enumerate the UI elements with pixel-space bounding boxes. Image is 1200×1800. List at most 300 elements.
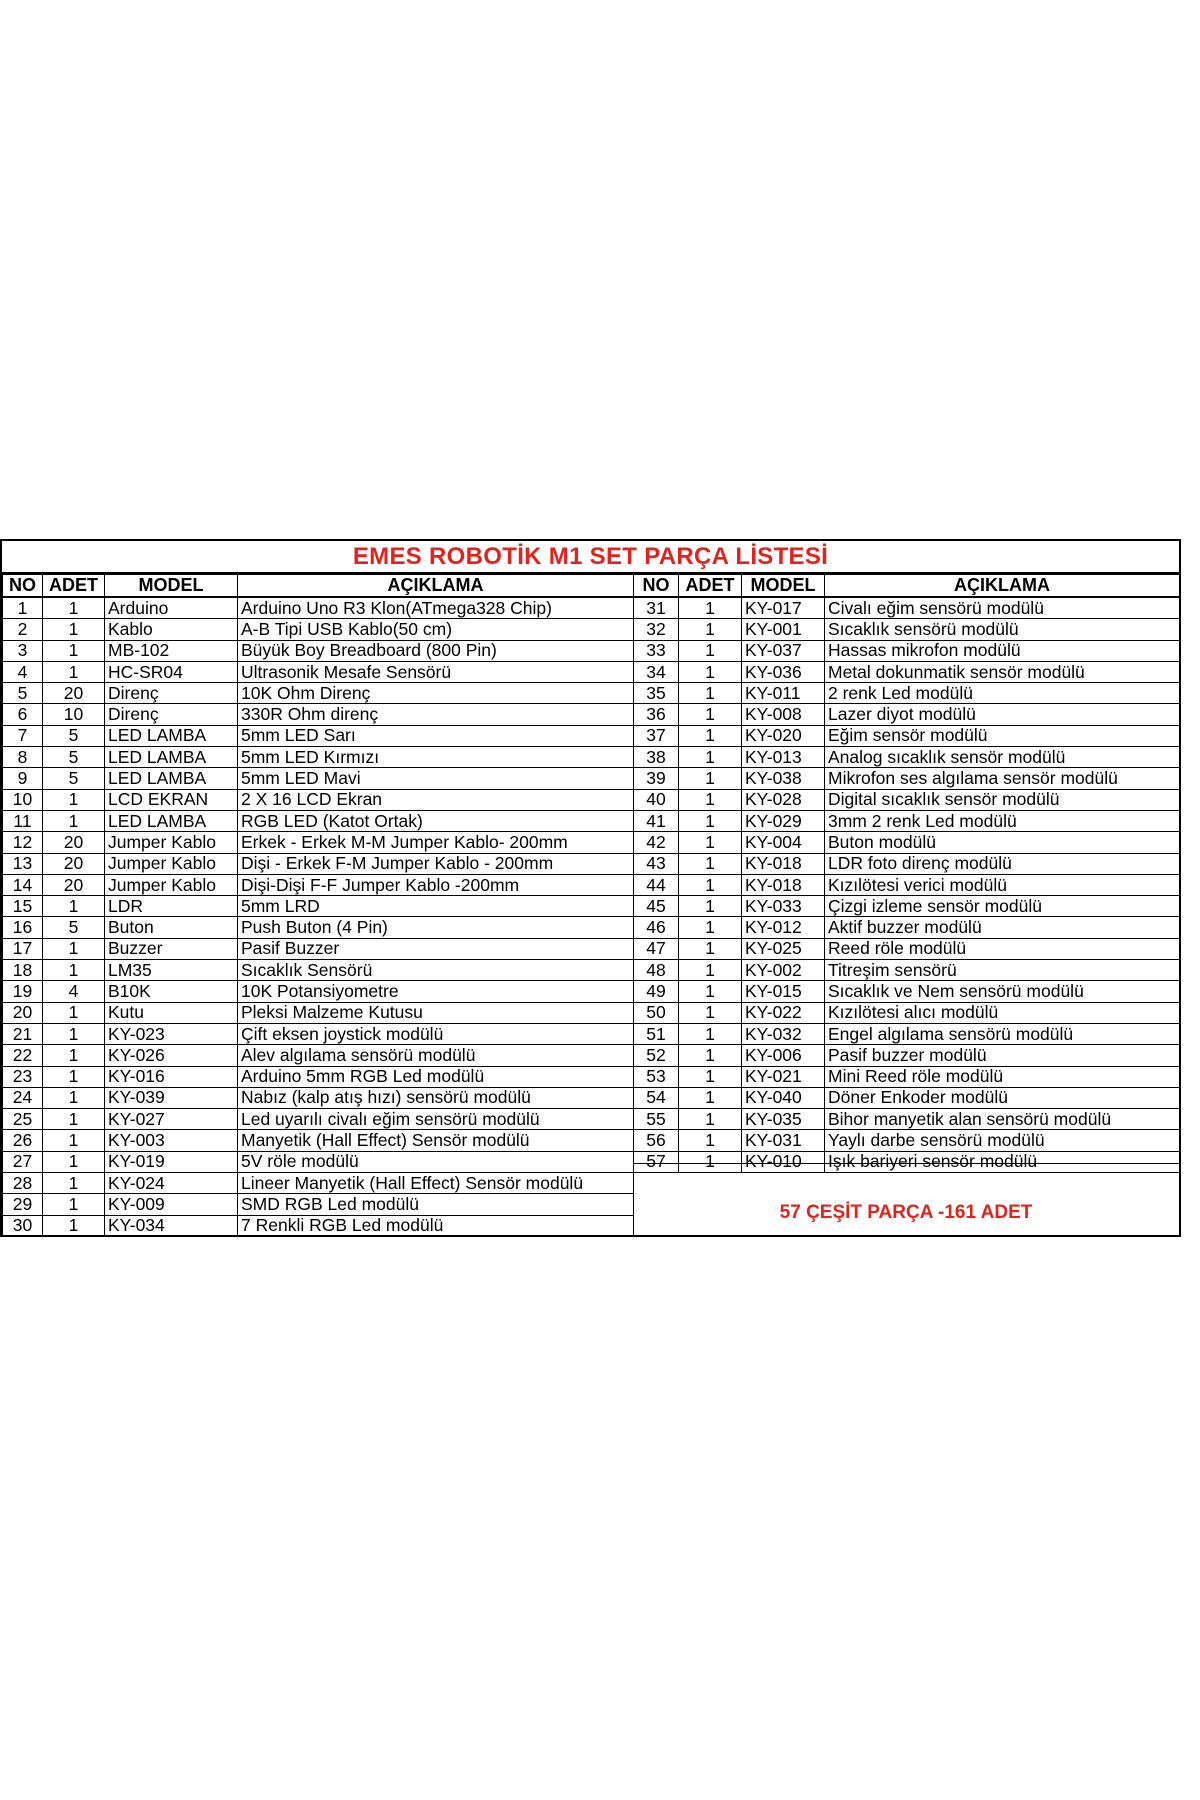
table-row (3, 810, 634, 831)
table-row (634, 1130, 1180, 1151)
row-adet: 1 (43, 1130, 105, 1151)
row-aciklama: Dişi-Dişi F-F Jumper Kablo -200mm (238, 874, 634, 895)
header-adet: ADET (43, 575, 105, 598)
row-adet: 10 (43, 704, 105, 725)
row-aciklama: Push Buton (4 Pin) (238, 917, 634, 938)
row-no: 45 (634, 896, 679, 917)
row-adet: 1 (679, 704, 742, 725)
row-no: 10 (3, 789, 43, 810)
row-aciklama: Hassas mikrofon modülü (825, 640, 1180, 661)
table-row (634, 981, 1180, 1002)
row-aciklama: Dişi - Erkek F-M Jumper Kablo - 200mm (238, 853, 634, 874)
row-adet: 1 (679, 1023, 742, 1044)
row-model: Direnç (105, 704, 238, 725)
row-aciklama: Erkek - Erkek M-M Jumper Kablo- 200mm (238, 832, 634, 853)
row-no: 3 (3, 640, 43, 661)
table-row (634, 938, 1180, 959)
row-no: 44 (634, 874, 679, 895)
row-aciklama: 3mm 2 renk Led modülü (825, 810, 1180, 831)
table-row (3, 1109, 634, 1130)
row-aciklama: Digital sıcaklık sensör modülü (825, 789, 1180, 810)
row-aciklama: SMD RGB Led modülü (238, 1194, 634, 1215)
row-no: 18 (3, 960, 43, 981)
row-aciklama: Mini Reed röle modülü (825, 1066, 1180, 1087)
table-header-row (3, 575, 634, 598)
table-row (3, 1194, 634, 1215)
row-model: KY-037 (742, 640, 825, 661)
row-no: 53 (634, 1066, 679, 1087)
table-row (634, 597, 1180, 619)
table-row (634, 683, 1180, 704)
row-aciklama: 2 renk Led modülü (825, 683, 1180, 704)
row-model: KY-010 (742, 1151, 825, 1172)
row-adet: 1 (679, 683, 742, 704)
row-aciklama: Eğim sensör modülü (825, 725, 1180, 746)
row-adet: 1 (679, 725, 742, 746)
row-no: 42 (634, 832, 679, 853)
row-model: KY-033 (742, 896, 825, 917)
parts-grid (2, 574, 1179, 1235)
header-no: NO (634, 575, 679, 598)
table-row (3, 704, 634, 725)
table-row (3, 981, 634, 1002)
row-no: 2 (3, 619, 43, 640)
row-no: 7 (3, 725, 43, 746)
row-model: KY-017 (742, 597, 825, 619)
row-aciklama: 2 X 16 LCD Ekran (238, 789, 634, 810)
row-model: KY-028 (742, 789, 825, 810)
row-model: KY-012 (742, 917, 825, 938)
row-no: 11 (3, 810, 43, 831)
table-row (3, 832, 634, 853)
row-adet: 1 (679, 1151, 742, 1172)
row-model: KY-029 (742, 810, 825, 831)
table-row (634, 640, 1180, 661)
row-model: LED LAMBA (105, 768, 238, 789)
row-model: KY-011 (742, 683, 825, 704)
table-row (3, 938, 634, 959)
row-model: LED LAMBA (105, 747, 238, 768)
row-adet: 1 (43, 1215, 105, 1236)
row-no: 9 (3, 768, 43, 789)
row-aciklama: Yaylı darbe sensörü modülü (825, 1130, 1180, 1151)
row-no: 13 (3, 853, 43, 874)
row-no: 46 (634, 917, 679, 938)
row-adet: 1 (679, 1002, 742, 1023)
row-adet: 20 (43, 832, 105, 853)
row-aciklama: Lineer Manyetik (Hall Effect) Sensör modülü (238, 1173, 634, 1194)
row-no: 56 (634, 1130, 679, 1151)
row-adet: 1 (43, 810, 105, 831)
row-no: 25 (3, 1109, 43, 1130)
row-adet: 20 (43, 683, 105, 704)
row-model: Buton (105, 917, 238, 938)
row-no: 40 (634, 789, 679, 810)
row-aciklama: 7 Renkli RGB Led modülü (238, 1215, 634, 1236)
row-adet: 1 (679, 768, 742, 789)
sheet-title: EMES ROBOTİK M1 SET PARÇA LİSTESİ (2, 541, 1179, 574)
row-adet: 1 (43, 789, 105, 810)
table-row (634, 960, 1180, 981)
row-model: KY-024 (105, 1173, 238, 1194)
row-no: 20 (3, 1002, 43, 1023)
row-adet: 1 (679, 853, 742, 874)
parts-table-right (633, 574, 1180, 1173)
row-no: 23 (3, 1066, 43, 1087)
row-no: 21 (3, 1023, 43, 1044)
table-row (634, 874, 1180, 895)
row-no: 1 (3, 597, 43, 619)
row-model: HC-SR04 (105, 661, 238, 682)
table-row (3, 1173, 634, 1194)
row-model: KY-019 (105, 1151, 238, 1172)
header-no: NO (3, 575, 43, 598)
row-model: KY-031 (742, 1130, 825, 1151)
row-aciklama: 5mm LED Sarı (238, 725, 634, 746)
table-row (634, 619, 1180, 640)
row-no: 19 (3, 981, 43, 1002)
row-adet: 1 (679, 874, 742, 895)
row-no: 26 (3, 1130, 43, 1151)
row-aciklama: Pasif Buzzer (238, 938, 634, 959)
row-adet: 20 (43, 874, 105, 895)
row-aciklama: 5mm LRD (238, 896, 634, 917)
row-adet: 1 (679, 597, 742, 619)
row-model: LDR (105, 896, 238, 917)
table-row (3, 1066, 634, 1087)
table-header-row (634, 575, 1180, 598)
header-model: MODEL (742, 575, 825, 598)
row-model: LCD EKRAN (105, 789, 238, 810)
row-aciklama: RGB LED (Katot Ortak) (238, 810, 634, 831)
header-adet: ADET (679, 575, 742, 598)
row-aciklama: Kızılötesi verici modülü (825, 874, 1180, 895)
row-model: Jumper Kablo (105, 874, 238, 895)
row-model: KY-003 (105, 1130, 238, 1151)
row-aciklama: Mikrofon ses algılama sensör modülü (825, 768, 1180, 789)
row-aciklama: Sıcaklık sensörü modülü (825, 619, 1180, 640)
row-model: KY-006 (742, 1045, 825, 1066)
row-no: 28 (3, 1173, 43, 1194)
table-row (3, 789, 634, 810)
row-adet: 1 (679, 1087, 742, 1108)
row-aciklama: A-B Tipi USB Kablo(50 cm) (238, 619, 634, 640)
row-no: 30 (3, 1215, 43, 1236)
row-no: 27 (3, 1151, 43, 1172)
row-model: KY-001 (742, 619, 825, 640)
row-aciklama: Metal dokunmatik sensör modülü (825, 661, 1180, 682)
table-row (634, 725, 1180, 746)
summary-total: 57 ÇEŞİT PARÇA -161 ADET (633, 1163, 1179, 1234)
row-no: 16 (3, 917, 43, 938)
row-model: MB-102 (105, 640, 238, 661)
table-row (634, 810, 1180, 831)
row-model: KY-022 (742, 1002, 825, 1023)
row-aciklama: Sıcaklık ve Nem sensörü modülü (825, 981, 1180, 1002)
table-row (3, 1002, 634, 1023)
table-row (634, 1023, 1180, 1044)
table-row (634, 1045, 1180, 1066)
table-row (634, 789, 1180, 810)
row-model: KY-015 (742, 981, 825, 1002)
row-adet: 1 (679, 938, 742, 959)
row-aciklama: Titreşim sensörü (825, 960, 1180, 981)
row-model: LM35 (105, 960, 238, 981)
row-adet: 1 (43, 896, 105, 917)
row-aciklama: Pasif buzzer modülü (825, 1045, 1180, 1066)
row-no: 55 (634, 1109, 679, 1130)
table-row (3, 683, 634, 704)
row-aciklama: Bihor manyetik alan sensörü modülü (825, 1109, 1180, 1130)
row-model: KY-004 (742, 832, 825, 853)
row-model: Kablo (105, 619, 238, 640)
row-adet: 1 (679, 789, 742, 810)
row-model: LED LAMBA (105, 725, 238, 746)
row-no: 54 (634, 1087, 679, 1108)
row-no: 43 (634, 853, 679, 874)
row-aciklama: Çizgi izleme sensör modülü (825, 896, 1180, 917)
row-adet: 1 (679, 810, 742, 831)
header-model: MODEL (105, 575, 238, 598)
table-row (3, 747, 634, 768)
row-no: 39 (634, 768, 679, 789)
row-model: KY-021 (742, 1066, 825, 1087)
row-model: KY-025 (742, 938, 825, 959)
row-adet: 1 (679, 747, 742, 768)
row-model: Jumper Kablo (105, 832, 238, 853)
row-adet: 4 (43, 981, 105, 1002)
row-adet: 1 (43, 1045, 105, 1066)
row-model: KY-018 (742, 874, 825, 895)
row-model: KY-018 (742, 853, 825, 874)
row-aciklama: 5mm LED Kırmızı (238, 747, 634, 768)
row-no: 57 (634, 1151, 679, 1172)
row-no: 36 (634, 704, 679, 725)
row-aciklama: Led uyarılı civalı eğim sensörü modülü (238, 1109, 634, 1130)
table-row (634, 768, 1180, 789)
row-aciklama: Alev algılama sensörü modülü (238, 1045, 634, 1066)
row-adet: 1 (679, 981, 742, 1002)
row-model: KY-008 (742, 704, 825, 725)
row-no: 38 (634, 747, 679, 768)
row-aciklama: Ultrasonik Mesafe Sensörü (238, 661, 634, 682)
row-adet: 1 (679, 640, 742, 661)
table-row (3, 597, 634, 619)
table-row (3, 661, 634, 682)
row-no: 8 (3, 747, 43, 768)
row-no: 24 (3, 1087, 43, 1108)
table-row (3, 768, 634, 789)
row-adet: 1 (679, 619, 742, 640)
table-row (634, 1087, 1180, 1108)
row-model: KY-009 (105, 1194, 238, 1215)
table-row (634, 1002, 1180, 1023)
row-no: 34 (634, 661, 679, 682)
row-aciklama: Engel algılama sensörü modülü (825, 1023, 1180, 1044)
table-row (634, 704, 1180, 725)
row-no: 49 (634, 981, 679, 1002)
row-model: Jumper Kablo (105, 853, 238, 874)
row-aciklama: Arduino Uno R3 Klon(ATmega328 Chip) (238, 597, 634, 619)
row-no: 14 (3, 874, 43, 895)
row-model: KY-039 (105, 1087, 238, 1108)
row-adet: 1 (679, 960, 742, 981)
row-adet: 1 (679, 896, 742, 917)
row-aciklama: 10K Ohm Direnç (238, 683, 634, 704)
row-aciklama: Nabız (kalp atış hızı) sensörü modülü (238, 1087, 634, 1108)
table-row (3, 960, 634, 981)
row-adet: 1 (679, 917, 742, 938)
row-model: KY-026 (105, 1045, 238, 1066)
row-adet: 1 (679, 1045, 742, 1066)
parts-list-sheet (0, 539, 1181, 1237)
row-adet: 20 (43, 853, 105, 874)
row-adet: 1 (43, 1023, 105, 1044)
row-no: 41 (634, 810, 679, 831)
row-model: KY-034 (105, 1215, 238, 1236)
row-no: 48 (634, 960, 679, 981)
table-row (3, 1023, 634, 1044)
row-no: 17 (3, 938, 43, 959)
row-model: KY-016 (105, 1066, 238, 1087)
row-no: 15 (3, 896, 43, 917)
parts-table-left (2, 574, 634, 1237)
row-adet: 1 (43, 619, 105, 640)
row-model: KY-032 (742, 1023, 825, 1044)
row-adet: 5 (43, 917, 105, 938)
row-aciklama: 10K Potansiyometre (238, 981, 634, 1002)
row-model: KY-036 (742, 661, 825, 682)
row-adet: 1 (43, 1173, 105, 1194)
table-row (3, 917, 634, 938)
row-aciklama: Aktif buzzer modülü (825, 917, 1180, 938)
row-no: 32 (634, 619, 679, 640)
row-adet: 1 (679, 1066, 742, 1087)
row-adet: 1 (679, 1109, 742, 1130)
table-row (3, 640, 634, 661)
row-adet: 1 (43, 1002, 105, 1023)
table-row (3, 1151, 634, 1172)
row-adet: 1 (43, 1194, 105, 1215)
row-aciklama: 5V röle modülü (238, 1151, 634, 1172)
header-aciklama: AÇIKLAMA (238, 575, 634, 598)
row-adet: 1 (43, 661, 105, 682)
row-adet: 1 (43, 960, 105, 981)
row-aciklama: Manyetik (Hall Effect) Sensör modülü (238, 1130, 634, 1151)
row-model: KY-040 (742, 1087, 825, 1108)
row-model: Direnç (105, 683, 238, 704)
row-aciklama: LDR foto direnç modülü (825, 853, 1180, 874)
table-row (634, 661, 1180, 682)
row-no: 33 (634, 640, 679, 661)
row-no: 51 (634, 1023, 679, 1044)
row-adet: 1 (43, 640, 105, 661)
header-aciklama: AÇIKLAMA (825, 575, 1180, 598)
row-no: 47 (634, 938, 679, 959)
row-no: 50 (634, 1002, 679, 1023)
row-model: KY-002 (742, 960, 825, 981)
row-adet: 5 (43, 725, 105, 746)
table-row (634, 896, 1180, 917)
row-model: Kutu (105, 1002, 238, 1023)
row-model: KY-020 (742, 725, 825, 746)
row-adet: 1 (679, 1130, 742, 1151)
row-model: KY-013 (742, 747, 825, 768)
row-no: 5 (3, 683, 43, 704)
row-no: 37 (634, 725, 679, 746)
row-model: B10K (105, 981, 238, 1002)
table-row (634, 1066, 1180, 1087)
table-row (3, 619, 634, 640)
row-no: 4 (3, 661, 43, 682)
row-aciklama: Lazer diyot modülü (825, 704, 1180, 725)
row-no: 29 (3, 1194, 43, 1215)
row-adet: 1 (43, 1151, 105, 1172)
row-aciklama: Analog sıcaklık sensör modülü (825, 747, 1180, 768)
table-row (3, 853, 634, 874)
row-no: 52 (634, 1045, 679, 1066)
table-row (634, 853, 1180, 874)
row-no: 6 (3, 704, 43, 725)
table-row (3, 874, 634, 895)
row-adet: 1 (43, 1066, 105, 1087)
table-row (3, 1045, 634, 1066)
table-row (634, 832, 1180, 853)
row-model: KY-035 (742, 1109, 825, 1130)
row-aciklama: Buton modülü (825, 832, 1180, 853)
table-row (634, 747, 1180, 768)
row-model: KY-027 (105, 1109, 238, 1130)
table-row (3, 1130, 634, 1151)
row-adet: 5 (43, 768, 105, 789)
row-aciklama: Büyük Boy Breadboard (800 Pin) (238, 640, 634, 661)
row-model: KY-023 (105, 1023, 238, 1044)
row-adet: 5 (43, 747, 105, 768)
row-adet: 1 (679, 661, 742, 682)
table-row (3, 1087, 634, 1108)
row-aciklama: Arduino 5mm RGB Led modülü (238, 1066, 634, 1087)
row-adet: 1 (43, 1109, 105, 1130)
table-row (634, 1109, 1180, 1130)
row-no: 12 (3, 832, 43, 853)
row-aciklama: Pleksi Malzeme Kutusu (238, 1002, 634, 1023)
row-model: KY-038 (742, 768, 825, 789)
row-aciklama: Kızılötesi alıcı modülü (825, 1002, 1180, 1023)
row-aciklama: Işık bariyeri sensör modülü (825, 1151, 1180, 1172)
row-model: LED LAMBA (105, 810, 238, 831)
row-aciklama: Sıcaklık Sensörü (238, 960, 634, 981)
table-row (634, 917, 1180, 938)
row-adet: 1 (679, 832, 742, 853)
row-aciklama: Çift eksen joystick modülü (238, 1023, 634, 1044)
row-no: 31 (634, 597, 679, 619)
row-adet: 1 (43, 597, 105, 619)
table-row (3, 896, 634, 917)
row-aciklama: 5mm LED Mavi (238, 768, 634, 789)
table-row (3, 1215, 634, 1236)
row-model: Arduino (105, 597, 238, 619)
row-adet: 1 (43, 1087, 105, 1108)
row-no: 22 (3, 1045, 43, 1066)
row-adet: 1 (43, 938, 105, 959)
row-aciklama: Döner Enkoder modülü (825, 1087, 1180, 1108)
table-row (3, 725, 634, 746)
row-no: 35 (634, 683, 679, 704)
row-aciklama: 330R Ohm direnç (238, 704, 634, 725)
row-aciklama: Civalı eğim sensörü modülü (825, 597, 1180, 619)
row-model: Buzzer (105, 938, 238, 959)
row-aciklama: Reed röle modülü (825, 938, 1180, 959)
